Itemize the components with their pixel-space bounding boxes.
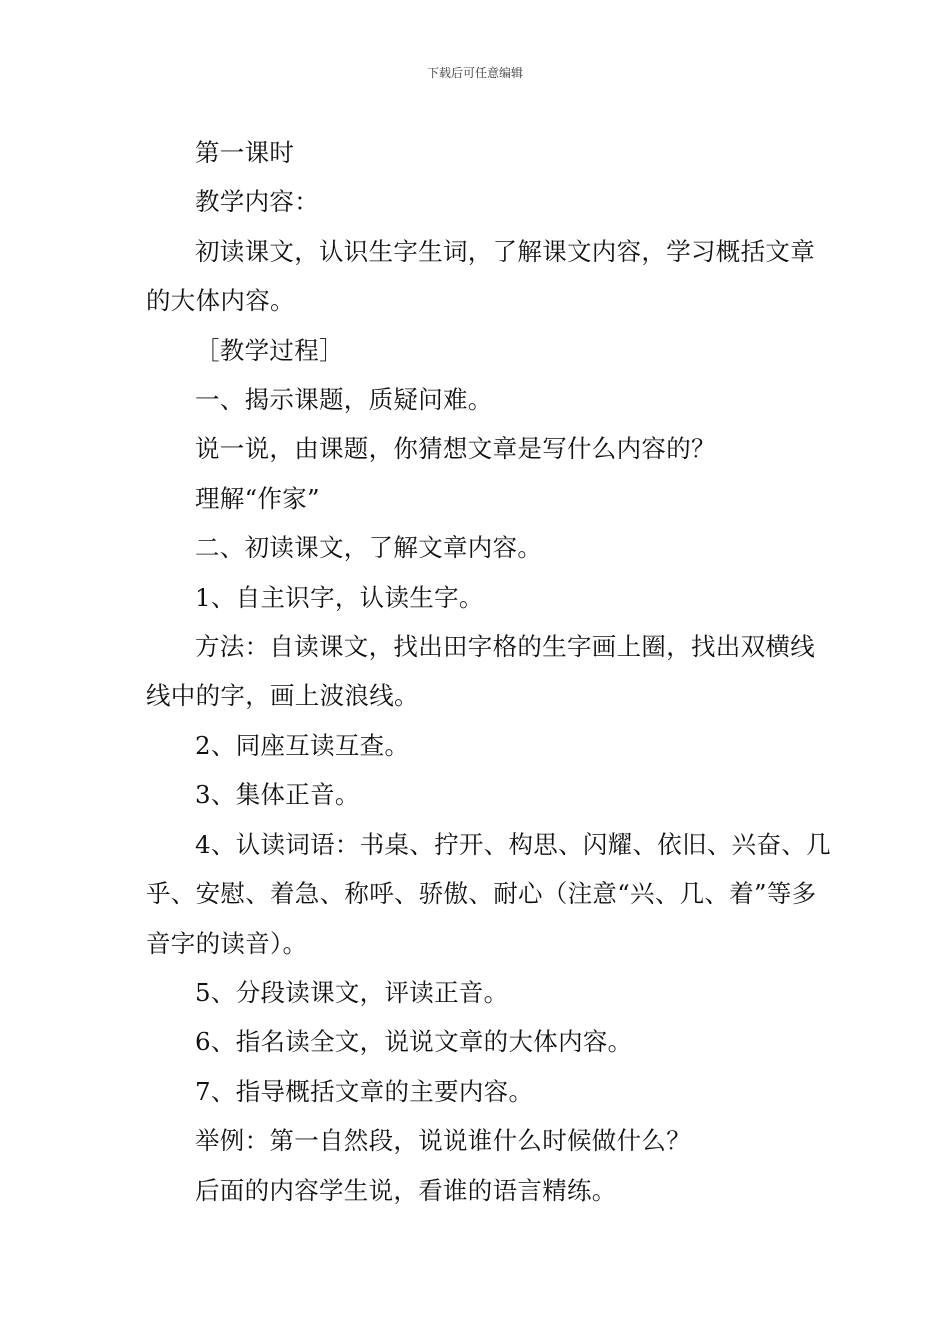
teaching-content-text: 初读课文，认识生字生词，了解课文内容，学习概括文章的大体内容。 <box>146 236 815 316</box>
document-body <box>146 128 836 1215</box>
paragraph: 方法：自读课文，找出田字格的生字画上圈，找出双横线线中的字，画上波浪线。 <box>146 632 815 711</box>
paragraph: 后面的内容学生说，看谁的语言精练。 <box>195 1175 617 1205</box>
list-item: 1、自主识字，认读生字。 <box>195 582 484 612</box>
list-item: 4、认读词语：书桌、拧开、构思、闪耀、依旧、兴奋、几乎、安慰、着急、称呼、骄傲、耐心（注意“兴、几、着”等多音字的读音）。 <box>146 829 831 958</box>
list-item: 7、指导概括文章的主要内容。 <box>195 1076 534 1106</box>
list-item: 6、指名读全文，说说文章的大体内容。 <box>195 1027 633 1057</box>
list-item: 2、同座互读互查。 <box>195 730 410 760</box>
paragraph: 说一说，由课题，你猜想文章是写什么内容的？ <box>195 434 716 464</box>
teaching-content-label: 教学内容： <box>195 187 319 217</box>
page-header: 下载后可任意编辑 <box>426 66 523 80</box>
lesson-period-heading: 第一课时 <box>195 138 295 167</box>
section-two-heading: 二、初读课文，了解文章内容。 <box>195 533 543 563</box>
paragraph: 举例：第一自然段，说说谁什么时候做什么？ <box>195 1126 691 1156</box>
teaching-process-heading: ［教学过程］ <box>195 335 344 365</box>
paragraph: 理解“作家” <box>195 483 320 513</box>
section-one-heading: 一、揭示课题，质疑问难。 <box>195 385 493 415</box>
list-item: 3、集体正音。 <box>195 780 360 810</box>
list-item: 5、分段读课文，评读正音。 <box>195 977 509 1007</box>
